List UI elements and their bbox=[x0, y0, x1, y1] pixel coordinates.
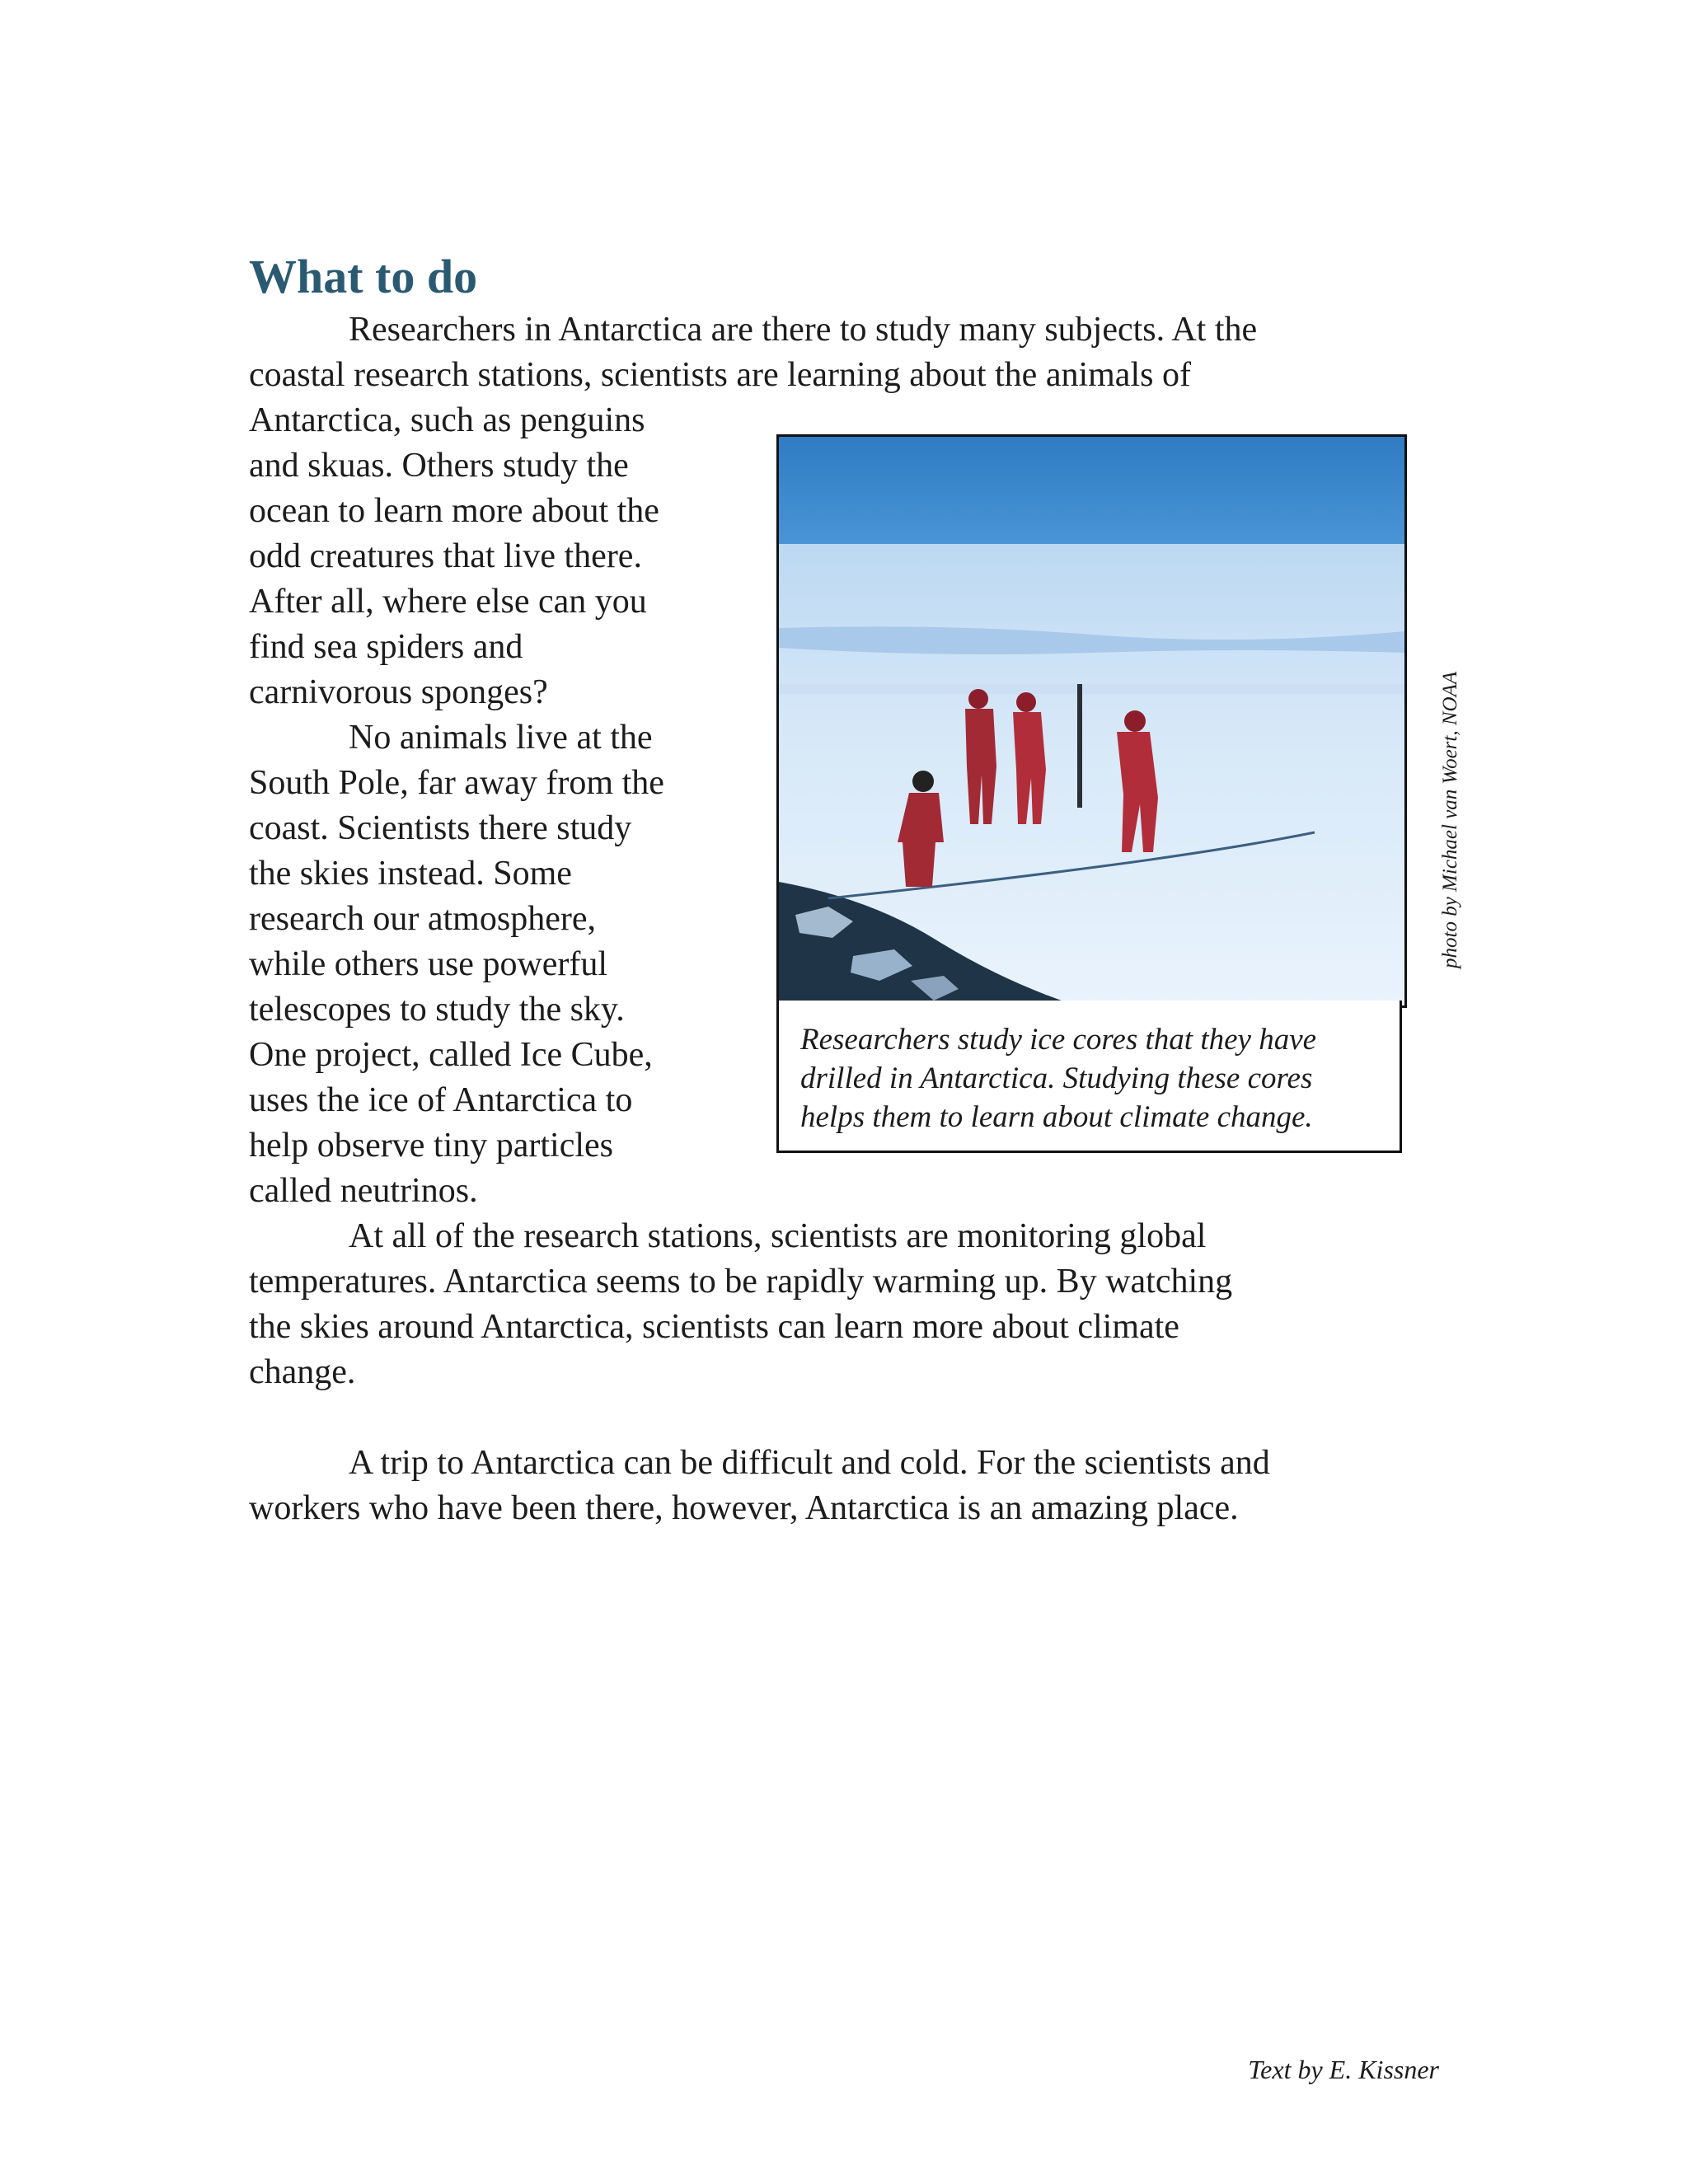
text-line: After all, where else can you bbox=[249, 583, 647, 621]
text-line: No animals live at the bbox=[349, 719, 653, 757]
text-line: find sea spiders and bbox=[249, 628, 523, 666]
text-line: called neutrinos. bbox=[249, 1172, 478, 1210]
paragraph-gap bbox=[249, 1395, 1452, 1441]
text-line: One project, called Ice Cube, bbox=[249, 1036, 653, 1074]
author-credit: Text by E. Kissner bbox=[1248, 2055, 1439, 2084]
text-line: help observe tiny particles bbox=[249, 1127, 614, 1165]
antarctic-ice-photo bbox=[779, 437, 1404, 1005]
text-line: odd creatures that live there. bbox=[249, 537, 642, 575]
text-line: Antarctica, such as penguins bbox=[249, 401, 645, 439]
text-line: ocean to learn more about the bbox=[249, 492, 659, 530]
text-line: research our atmosphere, bbox=[249, 900, 596, 938]
caption-box bbox=[776, 1001, 1402, 1153]
section-heading: What to do bbox=[249, 250, 478, 303]
text-line: A trip to Antarctica can be difficult and cold. For the scientists and bbox=[349, 1444, 1270, 1482]
text-line: coastal research stations, scientists are learning about the animals of bbox=[249, 356, 1191, 394]
text-line: the skies around Antarctica, scientists can learn more about climate bbox=[249, 1308, 1179, 1346]
text-line: coast. Scientists there study bbox=[249, 809, 632, 847]
text-line: while others use powerful bbox=[249, 945, 608, 983]
text-line: Researchers in Antarctica are there to study many subjects. At the bbox=[349, 311, 1258, 349]
text-line: South Pole, far away from the bbox=[249, 764, 664, 802]
text-line: the skies instead. Some bbox=[249, 855, 572, 893]
photo bbox=[776, 434, 1407, 1008]
text-line: At all of the research stations, scientists are monitoring global bbox=[349, 1217, 1207, 1255]
text-line: and skuas. Others study the bbox=[249, 447, 629, 485]
photo-caption: Researchers study ice cores that they have drilled in Antarctica. Studying these cores helps them to learn about climate change. bbox=[800, 1023, 1317, 1134]
text-line: carnivorous sponges? bbox=[249, 673, 548, 711]
text-line: temperatures. Antarctica seems to be rapidly warming up. By watching bbox=[249, 1263, 1233, 1301]
text-line: telescopes to study the sky. bbox=[249, 991, 625, 1029]
text-line: change. bbox=[249, 1353, 356, 1391]
photo-credit: photo by Michael van Woert, NOAA bbox=[1439, 671, 1461, 968]
text-line: uses the ice of Antarctica to bbox=[249, 1081, 633, 1119]
text-line: workers who have been there, however, Antarctica is an amazing place. bbox=[249, 1489, 1239, 1527]
figure bbox=[776, 434, 1405, 1160]
